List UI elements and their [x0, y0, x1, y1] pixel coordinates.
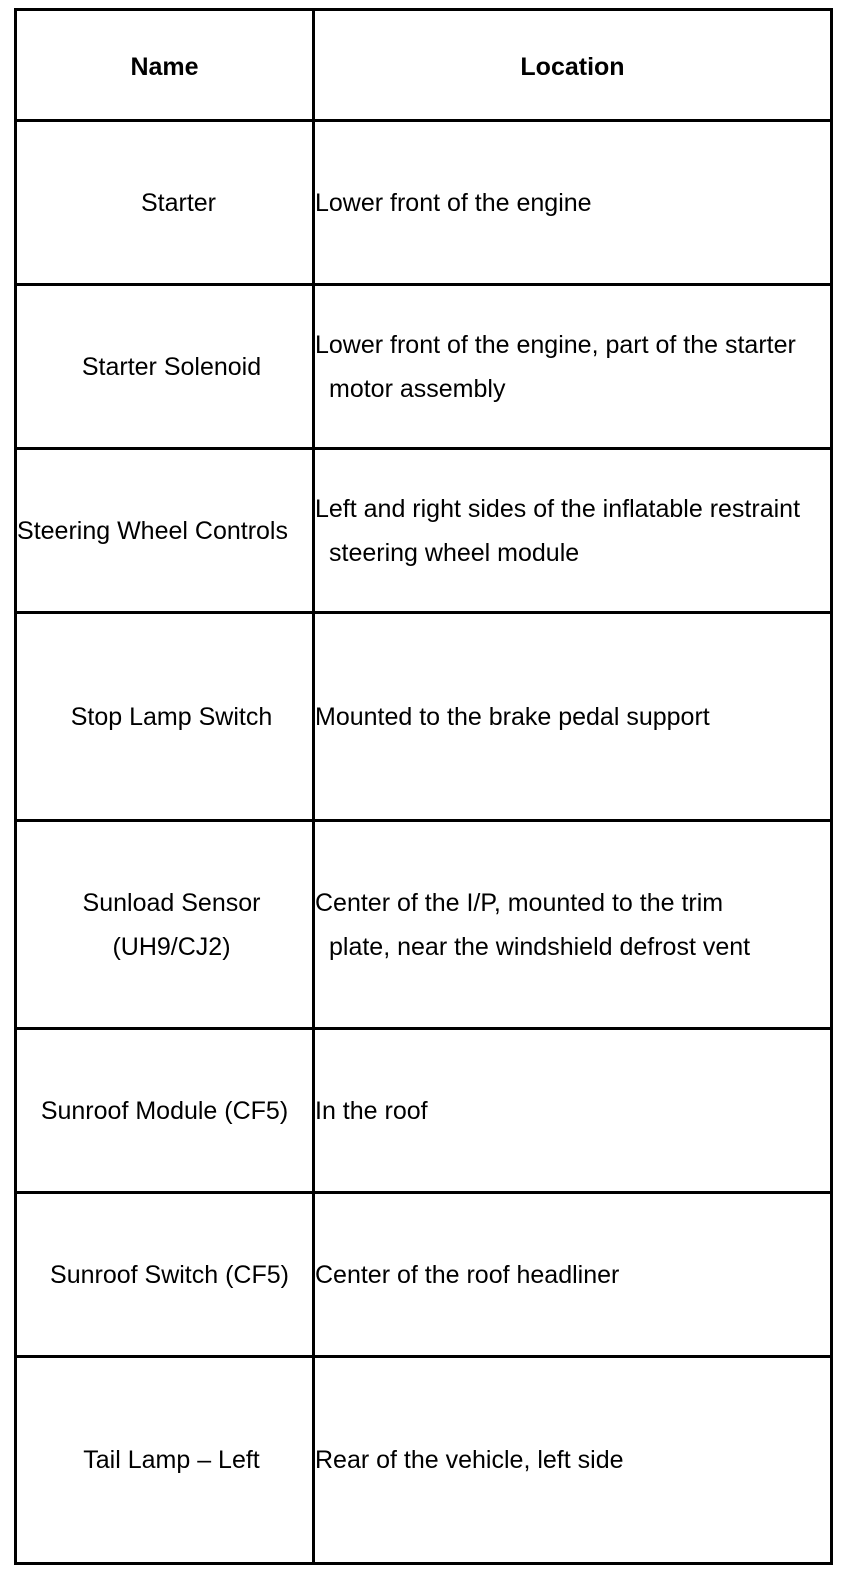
table-row [16, 613, 832, 821]
component-location-table [14, 8, 833, 1565]
name-cell [16, 285, 314, 449]
component-name: Sunload Sensor (UH9/CJ2) [82, 888, 261, 961]
name-cell [16, 821, 314, 1029]
component-name: Stop Lamp Switch [70, 702, 273, 731]
name-cell [16, 613, 314, 821]
name-cell [16, 1193, 314, 1357]
name-cell [16, 449, 314, 613]
table-row [16, 121, 832, 285]
table-header-row [16, 10, 832, 121]
location-cell [314, 285, 832, 449]
location-cell [314, 1357, 832, 1564]
component-name: Sunroof Switch (CF5) [50, 1260, 289, 1289]
name-cell [16, 121, 314, 285]
location-cell [314, 449, 832, 613]
table-row [16, 1193, 832, 1357]
component-location: Lower front of the engine [315, 188, 592, 217]
name-column-header: Name [16, 10, 314, 121]
component-location: Mounted to the brake pedal support [315, 702, 710, 731]
component-name: Steering Wheel Controls [17, 516, 288, 545]
location-cell [314, 821, 832, 1029]
component-location: Center of the roof headliner [315, 1260, 620, 1289]
table-row [16, 285, 832, 449]
name-cell [16, 1029, 314, 1193]
component-location: Center of the I/P, mounted to the trim plate, near the windshield defrost vent [315, 888, 751, 961]
table-row [16, 1357, 832, 1564]
location-cell [314, 1029, 832, 1193]
name-cell [16, 1357, 314, 1564]
component-location: Lower front of the engine, part of the starter motor assembly [315, 330, 796, 403]
component-location: In the roof [315, 1096, 428, 1125]
table-row [16, 449, 832, 613]
component-name: Tail Lamp – Left [83, 1446, 260, 1474]
component-name: Starter [140, 188, 217, 217]
location-cell [314, 613, 832, 821]
component-name: Sunroof Module (CF5) [40, 1096, 289, 1125]
location-column-header: Location [314, 10, 832, 121]
table-row [16, 1029, 832, 1193]
location-cell [314, 121, 832, 285]
component-location: Rear of the vehicle, left side [315, 1446, 624, 1474]
location-cell [314, 1193, 832, 1357]
table-row [16, 821, 832, 1029]
component-location: Left and right sides of the inflatable restraint steering wheel module [315, 494, 801, 567]
component-name: Starter Solenoid [81, 352, 262, 381]
